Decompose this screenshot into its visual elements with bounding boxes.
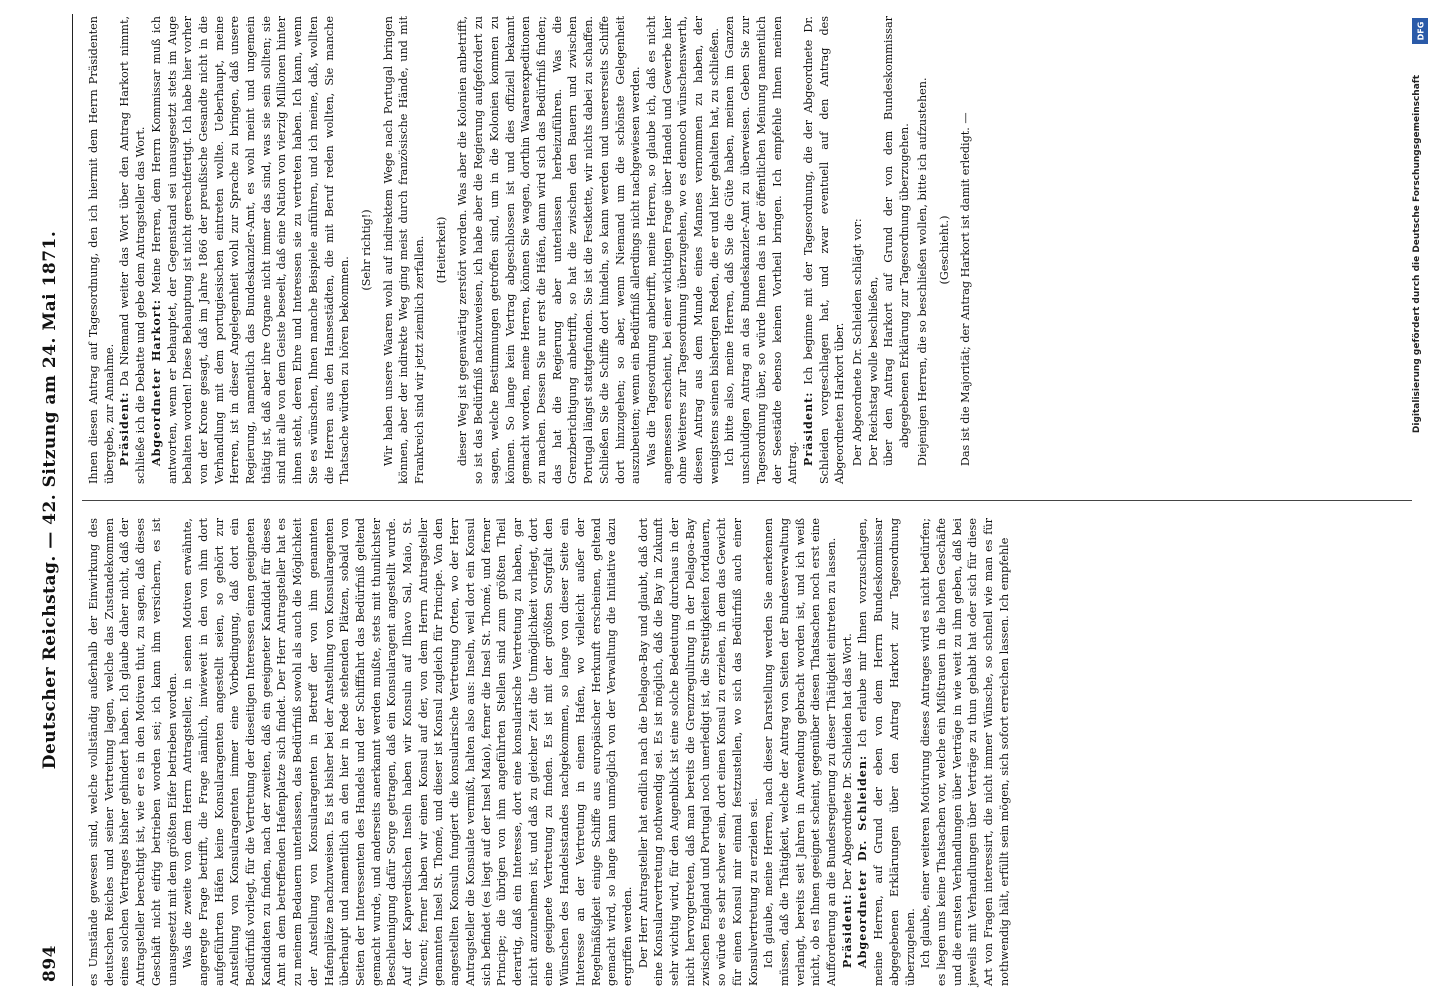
speaker-paragraph xyxy=(801,16,848,484)
motion-text xyxy=(850,16,913,484)
speaker-name: Präsident: xyxy=(117,391,132,467)
speaker-text: Ich erlaube mir Ihnen vorzuschlagen, meine Herren, auf Grund der eben von dem Herrn Bundeskommissar abgegebenen Erklärungen über den Antrag Harkort zur Tagesordnung überzugehen. xyxy=(856,518,917,986)
credit-text: Digitalisierung gefördert durch die Deutsche Forschungsgemeinschaft xyxy=(1412,75,1422,434)
paragraph: Der Herr Antragsteller hat endlich nach die Delagoa-Bay und glaubt, daß dort eine Konsularvertretung nothwendig sei. Es ist möglich, daß die Bay in Zukunft sehr wichtig wird, für den Augenblick ist eine solche Bedeutung durchaus in der nicht hervorgetreten, daß man bereits die Grenzregulirung in der Delagoa-Bay zwischen England und Portugal noch unerledigt ist, die Streitigkeiten fortdauern, so würde es sehr schwer sein, dort einen Konsul zu erzielen, in dem das Gewicht für einen Konsul mir einmal festzustellen, wo sich das Bedürfniß auch einer Konsulvertretung zu erzielen sei. xyxy=(636,518,760,986)
paragraph: Ich glaube, einer weiteren Motivirung dieses Antrages wird es nicht bedürfen; es liegen uns keine Thatsachen vor, welche ein Mißtrauen in die hohen Geschäfte und die ernsten Verhandlungen über Verträge in wie weit zu ihm geben, daß bei jeweils mit Verhandlungen über Verträge zu thun gehabt hat oder sich für diese Art von Fragen interessirt, die nicht immer Wünsche, so schnell wie man es für nothwendig hält, erfüllt sein mögen, sich sofort erreichen lassen. Ich empfehle xyxy=(919,518,1011,986)
page-header xyxy=(40,18,66,982)
digitization-credit xyxy=(1408,0,1426,1000)
paragraph: Diejenigen Herren, die so beschließen wollen, bitte ich aufzustehen. xyxy=(915,77,929,467)
paragraph: Was die Tagesordnung anbetrifft, meine Herren, so glaube ich, daß es nicht angemessen erscheint, bei einer wichtigen Frage über Handel und Gewerbe hier ohne Weiteres zur Tagesordnung überzugehen, wo es dennoch wünschenswerth, diesen Antrag aus dem Munde eines Mannes vernommen zu haben, der wenigstens seinen bisherigen Reden, die er und hier gehalten hat, zu schließen. xyxy=(644,16,721,484)
speaker-text: Meine Herren, dem Herrn Kommissar muß ich antworten, wenn er behauptet, der Gegenstand sei unausgesetzt stets im Auge behalten worden! Diese Behauptung ist nicht gerechtfertigt. Ich habe hier vorher von der Krone gesagt, daß im Jahre 1866 der preußische Gesandte nicht in die Verhandlung mit dem portugiesischen eintreten wollte. Ueberhaupt, meine Herren, ist in dieser Angelegenheit wohl zur Sprache zu bringen, daß unsere Regierung, namentlich das Bundeskanzler-Amt, es wohl meint und ungemein thätig ist, daß aber ihre Organe nicht immer das sind, was sie sein sollten; sie sind mit alle von dem Geiste beseelt, daß eine Nation von vierzig Millionen hinter ihnen steht, deren Ehre und Interessen sie zu vertreten haben. Ich kann, wenn Sie es wünschen, Ihnen manche Beispiele anführen, und ich meine, daß, wollten die Herren aus den Hansestädten, die mit Beruf reden wollten, Sie manche Thatsache würden zu hören bekommen. xyxy=(149,16,352,484)
speaker-paragraph xyxy=(840,518,856,986)
paragraph: es Umstände gewesen sind, welche vollständig außerhalb der Einwirkung des deutschen Reiches und seiner Vertretung lagen, welche das Zustandekommen eines solchen Vertrages bisher gehindert haben. Ich glaube daher nicht, daß der Antragsteller berechtigt ist, wie er es in den Motiven thut, zu sagen, daß dieses Geschäft nicht eifrig betrieben worden sei; ich kann ihm versichern, es ist unausgesetzt mit dem größten Eifer betrieben worden. xyxy=(87,518,179,986)
paragraph: Das ist die Majorität; der Antrag Harkort ist damit erledigt. — xyxy=(959,112,973,467)
column-divider xyxy=(82,500,1412,501)
speaker-name: Abgeordneter Harkort: xyxy=(148,299,163,467)
speaker-name: Präsident: xyxy=(800,391,815,467)
dfg-logo: DFG xyxy=(1412,18,1428,44)
header-rule xyxy=(72,14,73,986)
interjection: (Sehr richtig!) xyxy=(359,209,373,291)
motion-line: Der Abgeordnete Dr. Schleiden schlägt vor: xyxy=(851,218,865,467)
paragraph: Ihnen diesen Antrag auf Tagesordnung, den ich hiermit dem Herrn Präsidenten übergebe, zur Annahme. xyxy=(87,16,116,484)
speaker-name: Abgeordneter Dr. Schleiden: xyxy=(855,754,870,969)
paragraph: Ich bitte also, meine Herren, daß Sie die Güte haben, meinen im Ganzen unschuldigen Antrag an das Bundeskanzler-Amt zu überweisen. Geben Sie zur Tagesordnung über, so würde Ihnen das in der öffentlichen Meinung namentlich der Seestädte ebenso keinen Vortheil bringen. Ich empfehle Ihnen meinen Antrag. xyxy=(723,16,800,484)
speaker-paragraph xyxy=(855,518,918,986)
paragraph: Ich glaube, meine Herren, nach dieser Darstellung werden Sie anerkennen müssen, daß die Thätigkeit, welche der Antrag von Seiten der Bundesverwaltung verlangt, bereits seit Jahren in Anwendung gebracht worden ist, und ich weiß nicht, ob es Ihnen geeignet scheint, gegenüber diesen Thatsachen noch erst eine Aufforderung an die Bundesregierung zu dieser Thätigkeit eintreten zu lassen. xyxy=(762,518,839,986)
interjection: (Geschieht.) xyxy=(937,215,951,285)
paragraph: Was die zweite von dem Herrn Antragsteller, in seinen Motiven erwähnte, angeregte Frage betrifft, die Frage nämlich, inwieweit in den von ihm dort aufgeführten Häfen keine Konsularagenten angestellt seien, so gehört zur Anstellung von Konsularagenten immer eine Vorbedingung, daß dort ein Bedürfniß vorliegt, für die Vertretung der dieseitigen Interessen einen geeigneten Kandidaten zu finden, nach der zweiten, daß ein geeigneter Kandidat für dieses Amt an dem betreffenden Hafenplatze sich findet. Der Herr Antragsteller hat es zu meinem Bedauern unterlassen, das Bedürfniß sowohl als auch die Möglichkeit der Anstellung von Konsularagenten in Betreff der von ihm genannten Hafenplätze nachzuweisen. Es ist bisher bei der Anstellung von Konsularagenten überhaupt und namentlich an den hier in Rede stehenden Plätzen, sobald von Seiten der Interessenten des Handels und der Schifffahrt das Bedürfniß geltend gemacht wurde, und anderseits anerkannt werden mußte, stets mit thunlichster Beschleunigung dafür Sorge getragen, daß ein Konsularagent angestellt wurde. Auf der Kapverdischen Inseln haben wir Konsuln auf Ilhavo Sal, Maio, St. Vincent; ferner haben wir einen Konsul auf der, von dem Herrn Antragsteller genannten Insel St. Thomé, und dieser ist Konsul zugleich für Principe. Von den angestellten Konsuln fungiert die konsularische Vertretung Orten, wo der Herr Antragsteller die Konsulate vermißt, halten also aus: Inseln, weil dort ein Konsul sich befindet (es liegt auf der Insel Maio), ferner die Insel St. Thomé, und ferner Principe; die übrigen von ihm angeführten Stellen sind zum größten Theil derartig, daß ein Interesse, dort eine konsularische Vertretung zu haben, gar nicht anzunehmen ist, und daß zu gleicher Zeit die Unmöglichkeit vorliegt, dort eine geeignete Vertretung zu finden. Es ist mit der größten Sorgfalt den Wünschen des Handelsstandes nachgekommen, so lange von dieser Seite ein Interesse an der Vertretung in einem Hafen, wo vielleicht außer der Regelmäßigkeit einige Schiffe aus europäischer Herkunft erscheinen, geltend gemacht wird, so lange kann unmöglich von der Verwaltung die Initiative dazu ergriffen werden. xyxy=(181,518,634,986)
speaker-name: Präsident: xyxy=(839,893,854,969)
interjection: (Heiterkeit) xyxy=(434,216,448,284)
motion-line: Der Reichstag wolle beschließen, xyxy=(866,276,880,467)
speaker-text: Ich beginne mit der Tagesordnung, die der Abgeordnete Dr. Schleiden vorgeschlagen hat, und zwar eventuell auf den Antrag des Abgeordneten Harkort über. xyxy=(801,16,847,484)
speaker-paragraph xyxy=(117,16,148,484)
paragraph: Wir haben unsere Waaren wohl auf indirektem Wege nach Portugal bringen können, aber der indirekte Weg ging meist durch französische Hände, und mit Frankreich sind wir jetzt ziemlich zerfallen. xyxy=(381,16,427,484)
right-column xyxy=(86,16,974,484)
speaker-paragraph xyxy=(149,16,353,484)
motion-line: über den Antrag Harkort auf Grund der von dem Bundeskommissar abgegebenen Erklärung zur Tagesordnung überzugehen. xyxy=(882,16,912,467)
page-number: 894 xyxy=(40,945,60,982)
page-title: Deutscher Reichstag. — 42. Sitzung am 24. Mai 1871. xyxy=(40,230,60,770)
paragraph: dieser Weg ist gegenwärtig zerstört worden. Was aber die Kolonien anbetrifft, so ist das Bedürfniß nachzuweisen, ich habe aber die Regierung aufgefordert zu sagen, welche Bestimmungen getroffen sind, um in die Kolonien kommen zu können. So lange kein Vertrag abgeschlossen ist und dies offiziell bekannt gemacht worden, meine Herren, können Sie wagen, dorthin Waarenexpeditionen zu machen. Dessen Sie nur erst die Häfen, dann wird sich das Bedürfniß finden; das hat die Regierung aber unterlassen herbeizuführen. Was die Grenzberichtigung anbetrifft, so hat die zwischen den Bauern und zwischen Portugal längst stattgefunden. Sie ist die Festkette, wir nichts dabei zu schaffen. Schließen Sie die Schiffe dort hindeln, so kann werden und unsererseits Schiffe dort hinzugehen; so aber, wenn Niemand um die schönste Gelegenheit auszubeuten; wenn ein Bedürfniß allerdings nicht nachgewiesen werden. xyxy=(456,16,643,484)
left-column xyxy=(86,518,1012,986)
speaker-text: Da Niemand weiter das Wort über den Antrag Harkort nimmt, schließe ich die Debatte und gebe dem Antragsteller das Wort. xyxy=(118,16,148,484)
speaker-text: Der Abgeordnete Dr. Schleiden hat das Wort. xyxy=(840,633,854,891)
